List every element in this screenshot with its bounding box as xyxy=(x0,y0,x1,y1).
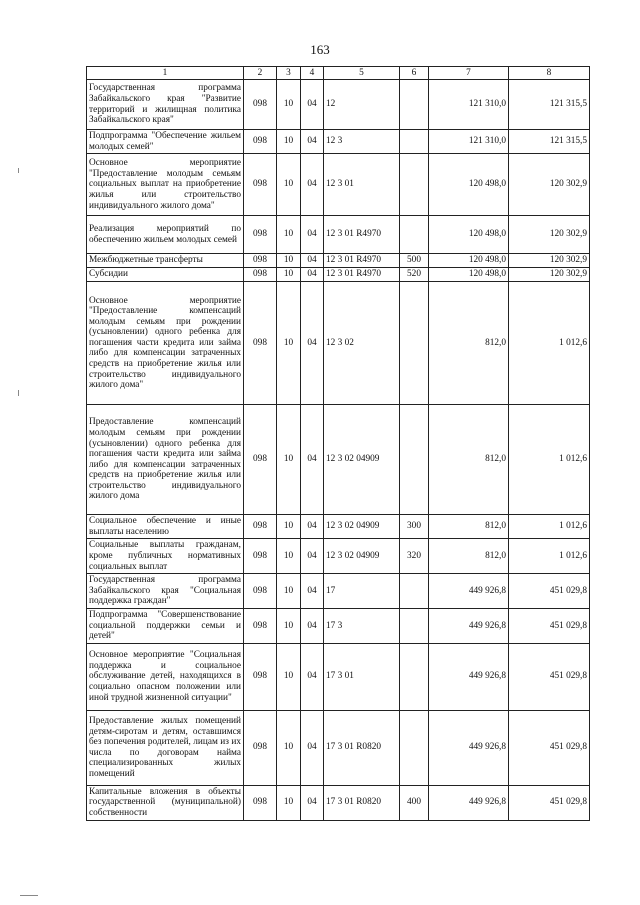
row-value-cell: 812,0 xyxy=(429,515,509,539)
row-value-cell: 098 xyxy=(244,154,277,216)
table-row xyxy=(87,130,590,154)
row-value-cell: 1 012,6 xyxy=(509,539,590,574)
table-row xyxy=(87,268,590,282)
row-description-cell: Подпрограмма "Совершенствование социальной поддержки семьи и детей" xyxy=(87,608,244,643)
row-value-cell: 04 xyxy=(301,268,324,282)
row-value-cell: 098 xyxy=(244,539,277,574)
row-description-cell: Государственная программа Забайкальского края "Социальная поддержка граждан" xyxy=(87,574,244,609)
row-value-cell: 04 xyxy=(301,643,324,710)
row-description-cell: Подпрограмма "Обеспечение жильем молодых семей" xyxy=(87,130,244,154)
row-value-cell: 10 xyxy=(277,80,301,130)
row-value-cell: 300 xyxy=(400,515,429,539)
row-value-cell: 12 3 02 04909 xyxy=(324,515,400,539)
row-value-cell: 451 029,8 xyxy=(509,574,590,609)
row-value-cell: 1 012,6 xyxy=(509,282,590,405)
row-value-cell: 120 498,0 xyxy=(429,268,509,282)
row-value-cell: 10 xyxy=(277,405,301,515)
row-description-cell: Основное мероприятие "Предоставление молодым семьям социальных выплат на приобретение жилья или строительство индивидуального жилого дома" xyxy=(87,154,244,216)
row-value-cell: 120 498,0 xyxy=(429,216,509,254)
table-row xyxy=(87,608,590,643)
row-value-cell xyxy=(400,216,429,254)
row-value-cell: 12 3 xyxy=(324,130,400,154)
row-value-cell: 449 926,8 xyxy=(429,710,509,785)
row-value-cell: 812,0 xyxy=(429,405,509,515)
row-value-cell: 449 926,8 xyxy=(429,574,509,609)
table-row xyxy=(87,282,590,405)
row-value-cell: 449 926,8 xyxy=(429,608,509,643)
row-description-cell: Государственная программа Забайкальского края "Развитие территорий и жилищная политика Забайкальского края" xyxy=(87,80,244,130)
row-value-cell: 10 xyxy=(277,216,301,254)
row-value-cell: 098 xyxy=(244,254,277,268)
row-value-cell: 04 xyxy=(301,254,324,268)
row-value-cell: 04 xyxy=(301,154,324,216)
row-value-cell: 098 xyxy=(244,282,277,405)
budget-table xyxy=(86,66,590,821)
column-header: 7 xyxy=(429,67,509,80)
table-row xyxy=(87,254,590,268)
row-value-cell xyxy=(400,643,429,710)
row-value-cell: 120 302,9 xyxy=(509,154,590,216)
row-value-cell: 04 xyxy=(301,282,324,405)
row-value-cell: 17 3 01 xyxy=(324,643,400,710)
row-value-cell xyxy=(400,80,429,130)
row-value-cell: 120 302,9 xyxy=(509,254,590,268)
row-value-cell: 04 xyxy=(301,515,324,539)
row-value-cell: 320 xyxy=(400,539,429,574)
row-value-cell: 121 310,0 xyxy=(429,80,509,130)
row-value-cell: 04 xyxy=(301,710,324,785)
row-value-cell: 812,0 xyxy=(429,282,509,405)
row-value-cell: 098 xyxy=(244,608,277,643)
row-value-cell: 10 xyxy=(277,254,301,268)
row-value-cell: 1 012,6 xyxy=(509,515,590,539)
row-value-cell: 04 xyxy=(301,405,324,515)
row-value-cell: 1 012,6 xyxy=(509,405,590,515)
row-value-cell: 449 926,8 xyxy=(429,643,509,710)
row-value-cell: 12 3 01 R4970 xyxy=(324,268,400,282)
row-value-cell: 098 xyxy=(244,643,277,710)
row-value-cell: 098 xyxy=(244,405,277,515)
row-value-cell: 120 302,9 xyxy=(509,216,590,254)
row-value-cell: 400 xyxy=(400,785,429,820)
table-row xyxy=(87,80,590,130)
row-value-cell: 10 xyxy=(277,539,301,574)
row-value-cell: 10 xyxy=(277,154,301,216)
row-value-cell: 17 3 01 R0820 xyxy=(324,710,400,785)
row-value-cell: 098 xyxy=(244,216,277,254)
row-value-cell xyxy=(400,154,429,216)
row-value-cell: 04 xyxy=(301,608,324,643)
row-description-cell: Социальное обеспечение и иные выплаты населению xyxy=(87,515,244,539)
row-value-cell: 12 3 01 R4970 xyxy=(324,254,400,268)
row-value-cell xyxy=(400,130,429,154)
row-description-cell: Капитальные вложения в объекты государственной (муниципальной) собственности xyxy=(87,785,244,820)
row-value-cell: 17 3 01 R0820 xyxy=(324,785,400,820)
row-value-cell: 10 xyxy=(277,282,301,405)
row-value-cell: 121 315,5 xyxy=(509,80,590,130)
row-description-cell: Межбюджетные трансферты xyxy=(87,254,244,268)
scan-mark xyxy=(18,168,19,173)
table-row xyxy=(87,154,590,216)
row-value-cell: 098 xyxy=(244,785,277,820)
scan-mark xyxy=(18,390,19,396)
row-value-cell xyxy=(400,608,429,643)
row-value-cell: 520 xyxy=(400,268,429,282)
table-row xyxy=(87,643,590,710)
row-value-cell: 10 xyxy=(277,515,301,539)
column-header: 8 xyxy=(509,67,590,80)
row-value-cell: 098 xyxy=(244,130,277,154)
table-row xyxy=(87,710,590,785)
row-value-cell: 451 029,8 xyxy=(509,608,590,643)
row-value-cell: 17 xyxy=(324,574,400,609)
row-value-cell: 449 926,8 xyxy=(429,785,509,820)
row-value-cell: 120 498,0 xyxy=(429,154,509,216)
row-value-cell: 098 xyxy=(244,80,277,130)
row-description-cell: Субсидии xyxy=(87,268,244,282)
row-value-cell: 10 xyxy=(277,574,301,609)
row-value-cell: 12 3 01 R4970 xyxy=(324,216,400,254)
row-value-cell: 04 xyxy=(301,80,324,130)
row-value-cell: 120 498,0 xyxy=(429,254,509,268)
row-value-cell: 120 302,9 xyxy=(509,268,590,282)
row-value-cell: 17 3 xyxy=(324,608,400,643)
row-value-cell: 10 xyxy=(277,710,301,785)
column-header: 1 xyxy=(87,67,244,80)
row-value-cell: 04 xyxy=(301,785,324,820)
scan-mark xyxy=(20,895,38,896)
row-value-cell: 10 xyxy=(277,268,301,282)
row-value-cell: 10 xyxy=(277,130,301,154)
row-value-cell: 12 3 02 04909 xyxy=(324,405,400,515)
column-header: 3 xyxy=(277,67,301,80)
row-value-cell: 098 xyxy=(244,574,277,609)
row-description-cell: Социальные выплаты гражданам, кроме публичных нормативных социальных выплат xyxy=(87,539,244,574)
row-description-cell: Предоставление компенсаций молодым семьям при рождении (усыновлении) одного ребенка для погашения части кредита или займа либо для компенсации затраченных средств на приобретение жилья или строительство индивидуального жилого дома xyxy=(87,405,244,515)
table-row xyxy=(87,539,590,574)
row-value-cell: 812,0 xyxy=(429,539,509,574)
table-row xyxy=(87,405,590,515)
row-value-cell: 10 xyxy=(277,643,301,710)
row-description-cell: Основное мероприятие "Социальная поддержка и социальное обслуживание детей, находящихся в социально опасном положении или иной трудной жизненной ситуации" xyxy=(87,643,244,710)
table-row xyxy=(87,515,590,539)
row-value-cell: 10 xyxy=(277,608,301,643)
table-row xyxy=(87,785,590,820)
row-value-cell xyxy=(400,710,429,785)
row-value-cell: 098 xyxy=(244,515,277,539)
table-row xyxy=(87,216,590,254)
row-description-cell: Основное мероприятие "Предоставление компенсаций молодым семьям при рождении (усыновлении) одного ребенка для погашения части кредита или займа либо для компенсации затраченных средств на приобретение жилья или строительство индивидуального жилого дома" xyxy=(87,282,244,405)
row-value-cell: 121 315,5 xyxy=(509,130,590,154)
row-value-cell xyxy=(400,282,429,405)
row-value-cell: 04 xyxy=(301,216,324,254)
page-number: 163 xyxy=(310,42,330,57)
row-value-cell: 121 310,0 xyxy=(429,130,509,154)
row-value-cell: 12 3 02 04909 xyxy=(324,539,400,574)
row-description-cell: Предоставление жилых помещений детям-сиротам и детям, оставшимся без попечения родителей, лицам из их числа по договорам найма специализированных жилых помещений xyxy=(87,710,244,785)
row-description-cell: Реализация мероприятий по обеспечению жильем молодых семей xyxy=(87,216,244,254)
row-value-cell: 098 xyxy=(244,710,277,785)
row-value-cell xyxy=(400,574,429,609)
column-header: 6 xyxy=(400,67,429,80)
column-header: 4 xyxy=(301,67,324,80)
row-value-cell: 12 3 01 xyxy=(324,154,400,216)
row-value-cell: 04 xyxy=(301,130,324,154)
row-value-cell: 12 xyxy=(324,80,400,130)
column-header: 5 xyxy=(324,67,400,80)
row-value-cell: 04 xyxy=(301,539,324,574)
row-value-cell: 12 3 02 xyxy=(324,282,400,405)
row-value-cell: 451 029,8 xyxy=(509,643,590,710)
row-value-cell: 098 xyxy=(244,268,277,282)
row-value-cell: 04 xyxy=(301,574,324,609)
row-value-cell: 500 xyxy=(400,254,429,268)
row-value-cell: 451 029,8 xyxy=(509,710,590,785)
row-value-cell xyxy=(400,405,429,515)
column-header-row xyxy=(87,67,590,80)
column-header: 2 xyxy=(244,67,277,80)
table-row xyxy=(87,574,590,609)
row-value-cell: 10 xyxy=(277,785,301,820)
row-value-cell: 451 029,8 xyxy=(509,785,590,820)
